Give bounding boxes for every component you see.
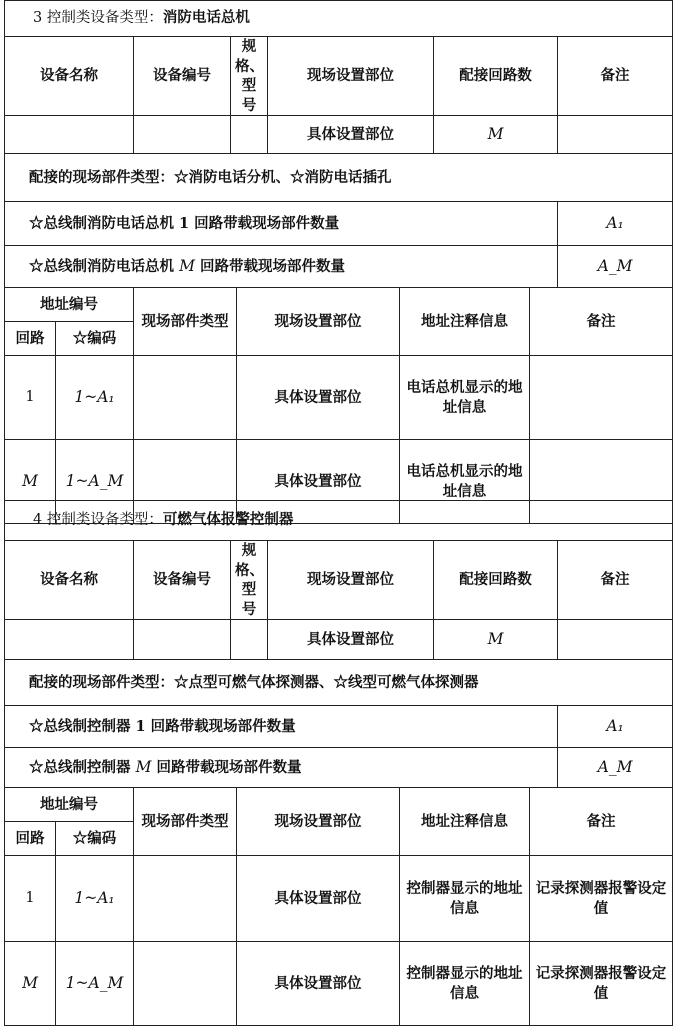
cell-model — [231, 620, 268, 660]
row2-code: 1~A_M — [56, 440, 134, 524]
cell-remark — [558, 620, 673, 660]
row2-location: 具体设置部位 — [237, 942, 400, 1026]
cell-remark — [558, 116, 673, 154]
header-model: 规格、型号 — [231, 541, 268, 620]
header-loops: 配接回路数 — [434, 541, 558, 620]
header-part-remark: 备注 — [530, 788, 673, 856]
loopm-count-label: ☆总线制控制器 M 回路带载现场部件数量 — [5, 748, 558, 788]
part-types-row: 配接的现场部件类型：☆消防电话分机、☆消防电话插孔 — [5, 154, 673, 202]
row1-location: 具体设置部位 — [237, 356, 400, 440]
loop1-count-value: A₁ — [558, 706, 673, 748]
row1-loop: 1 — [5, 856, 56, 942]
section-4-table — [4, 500, 673, 1026]
row2-annotation: 控制器显示的地址信息 — [400, 942, 530, 1026]
loop1-count-label: ☆总线制控制器 1 回路带载现场部件数量 — [5, 706, 558, 748]
row2-part-type — [134, 942, 237, 1026]
row1-part-type — [134, 356, 237, 440]
row1-annotation: 控制器显示的地址信息 — [400, 856, 530, 942]
loopm-count-value: A_M — [558, 748, 673, 788]
row2-location: 具体设置部位 — [237, 440, 400, 524]
header-device-id: 设备编号 — [134, 541, 231, 620]
cell-device-id — [134, 620, 231, 660]
cell-model — [231, 116, 268, 154]
loopm-count-label: ☆总线制消防电话总机 M 回路带载现场部件数量 — [5, 246, 558, 288]
header-part-type: 现场部件类型 — [134, 788, 237, 856]
row2-remark: 记录探测器报警设定值 — [530, 942, 673, 1026]
loop1-count-label: ☆总线制消防电话总机 1 回路带载现场部件数量 — [5, 202, 558, 246]
header-part-remark: 备注 — [530, 288, 673, 356]
row2-loop: M — [5, 440, 56, 524]
section-3-table — [4, 0, 673, 524]
cell-location: 具体设置部位 — [268, 620, 434, 660]
row1-location: 具体设置部位 — [237, 856, 400, 942]
header-location: 现场设置部位 — [268, 37, 434, 116]
header-remark: 备注 — [558, 541, 673, 620]
cell-loops: M — [434, 620, 558, 660]
row1-remark — [530, 356, 673, 440]
row2-code: 1~A_M — [56, 942, 134, 1026]
section-4-title: 4 控制类设备类型：可燃气体报警控制器 — [5, 501, 673, 541]
row1-code: 1~A₁ — [56, 856, 134, 942]
row1-loop: 1 — [5, 356, 56, 440]
row2-loop: M — [5, 942, 56, 1026]
cell-location: 具体设置部位 — [268, 116, 434, 154]
header-loops: 配接回路数 — [434, 37, 558, 116]
header-code: ☆编码 — [56, 822, 134, 856]
header-location: 现场设置部位 — [268, 541, 434, 620]
header-loop: 回路 — [5, 822, 56, 856]
header-address-annotation: 地址注释信息 — [400, 288, 530, 356]
header-device-id: 设备编号 — [134, 37, 231, 116]
cell-loops: M — [434, 116, 558, 154]
row1-code: 1~A₁ — [56, 356, 134, 440]
header-device-name: 设备名称 — [5, 37, 134, 116]
cell-device-name — [5, 620, 134, 660]
header-code: ☆编码 — [56, 322, 134, 356]
loopm-count-value: A_M — [558, 246, 673, 288]
row1-part-type — [134, 856, 237, 942]
row1-annotation: 电话总机显示的地址信息 — [400, 356, 530, 440]
header-loop: 回路 — [5, 322, 56, 356]
row1-remark: 记录探测器报警设定值 — [530, 856, 673, 942]
cell-device-name — [5, 116, 134, 154]
header-address-id: 地址编号 — [5, 788, 134, 822]
section-3-title: 3 控制类设备类型：消防电话总机 — [5, 1, 673, 37]
header-device-name: 设备名称 — [5, 541, 134, 620]
cell-device-id — [134, 116, 231, 154]
part-types-row: 配接的现场部件类型：☆点型可燃气体探测器、☆线型可燃气体探测器 — [5, 660, 673, 706]
header-model: 规格、型号 — [231, 37, 268, 116]
header-address-id: 地址编号 — [5, 288, 134, 322]
row2-annotation: 电话总机显示的地址信息 — [400, 440, 530, 524]
header-remark: 备注 — [558, 37, 673, 116]
header-part-location: 现场设置部位 — [237, 288, 400, 356]
loop1-count-value: A₁ — [558, 202, 673, 246]
header-part-type: 现场部件类型 — [134, 288, 237, 356]
header-part-location: 现场设置部位 — [237, 788, 400, 856]
header-address-annotation: 地址注释信息 — [400, 788, 530, 856]
